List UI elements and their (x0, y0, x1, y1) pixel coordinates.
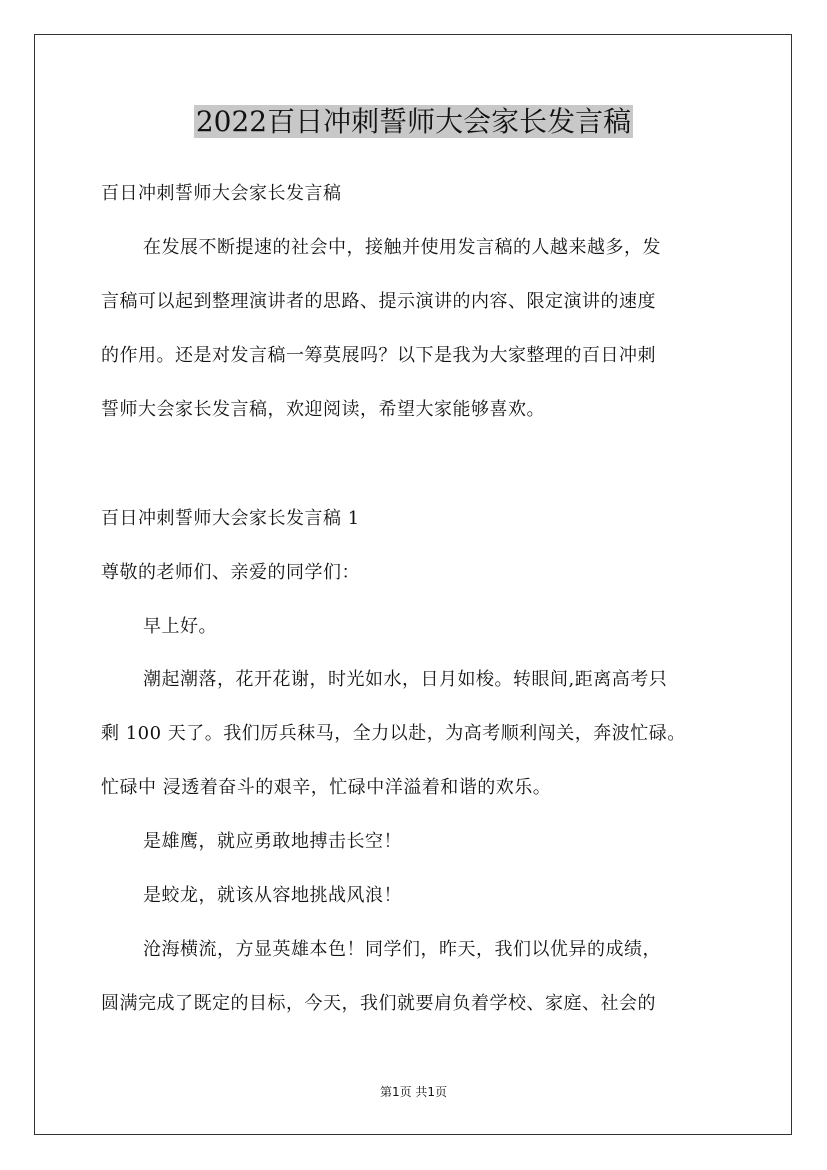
para1-line-3: 忙碌中 浸透着奋斗的艰辛，忙碌中洋溢着和谐的欢乐。 (101, 777, 552, 798)
para2-line-1: 沧海横流，方显英雄本色！同学们，昨天，我们以优异的成绩， (143, 939, 661, 960)
page-footer: 第1页 共1页 (379, 1085, 448, 1099)
document-title (0, 100, 827, 144)
salutation: 尊敬的老师们、亲爱的同学们： (101, 562, 360, 583)
para1-line-1: 潮起潮落，花开花谢，时光如水，日月如梭。转眼间,距离高考只 (143, 669, 668, 690)
intro-line-1: 在发展不断提速的社会中，接触并使用发言稿的人越来越多，发 (143, 237, 661, 258)
greeting: 早上好。 (143, 616, 217, 637)
eagle-line: 是雄鹰，就应勇敢地搏击长空！ (143, 831, 402, 852)
document-subtitle: 百日冲刺誓师大会家长发言稿 (101, 183, 342, 204)
section-title: 百日冲刺誓师大会家长发言稿 1 (101, 508, 360, 529)
dragon-line: 是蛟龙，就该从容地挑战风浪！ (143, 885, 402, 906)
para2-line-2: 圆满完成了既定的目标，今天，我们就要肩负着学校、家庭、社会的 (101, 993, 656, 1014)
para1-line-2: 剩 100 天了。我们厉兵秣马，全力以赴，为高考顺利闯关，奔波忙碌。 (101, 723, 686, 744)
intro-line-3: 的作用。还是对发言稿一筹莫展吗？以下是我为大家整理的百日冲刺 (101, 345, 656, 366)
document-title-text: 2022百日冲刺誓师大会家长发言稿 (195, 105, 632, 138)
intro-line-4: 誓师大会家长发言稿，欢迎阅读，希望大家能够喜欢。 (101, 399, 545, 420)
intro-line-2: 言稿可以起到整理演讲者的思路、提示演讲的内容、限定演讲的速度 (101, 291, 656, 312)
